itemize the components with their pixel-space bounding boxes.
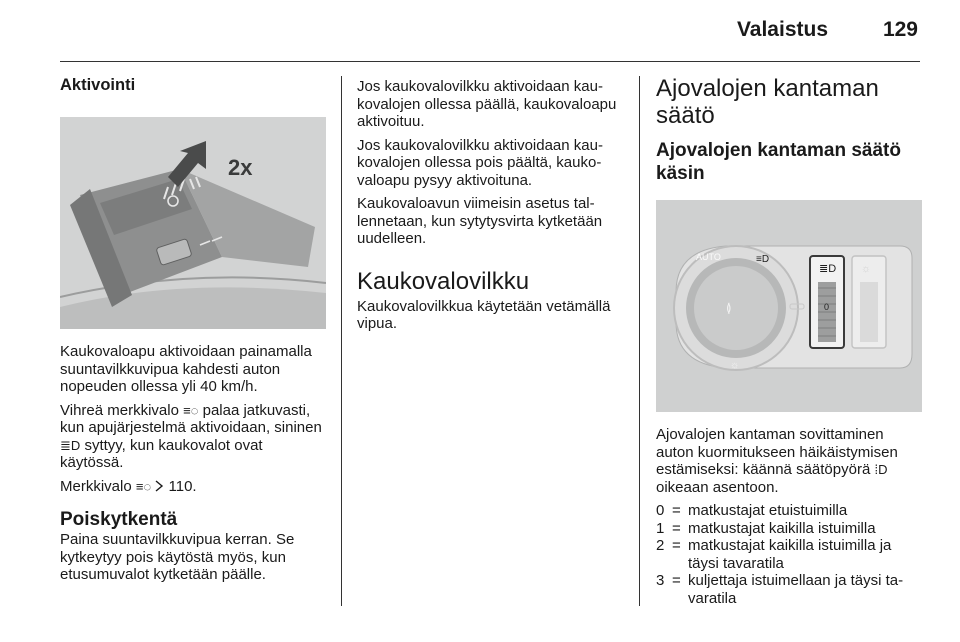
legend-text: matkustajat kaikilla istuimilla ja täysi tavaratila — [688, 537, 892, 572]
high-beam-assist-icon: ≡◌ — [183, 402, 199, 418]
column-2 — [357, 78, 623, 333]
header-rule — [60, 61, 920, 62]
equals-sign: = — [672, 537, 681, 554]
list-item — [656, 502, 922, 520]
paragraph — [60, 402, 328, 472]
paragraph: Paina suuntavilkkuvipua kerran. Se kytkeytyy pois käytöstä myös, kun etusumuvalot kytketään päälle. — [60, 531, 295, 583]
paragraph: Kaukovaloapu aktivoidaan painamalla suuntavilkkuvipua kahdesti auton nopeuden ollessa yli 40 km/h. — [60, 343, 312, 395]
column-divider — [639, 76, 640, 606]
paragraph: Jos kaukovalovilkku aktivoidaan kaukovalojen ollessa päällä, kaukovaloapu aktivoituu. — [357, 78, 617, 130]
section-title: Valaistus — [736, 18, 828, 41]
heading-ajovalojen-kantaman-saato: Ajovalojen kantaman säätö — [656, 75, 879, 129]
lever-illustration — [60, 117, 326, 329]
subheading-kasin: Ajovalojen kantaman säätö käsin — [656, 140, 901, 184]
paragraph — [60, 478, 328, 496]
legend-key: 3 — [656, 572, 665, 589]
page-reference-icon — [155, 480, 164, 492]
figure-label-2x: 2x — [228, 155, 253, 180]
figure-headlight-switch-panel — [656, 200, 922, 412]
legend-key: 0 — [656, 502, 665, 519]
page-header — [0, 0, 960, 62]
paragraph: Kaukovalovilkkua käytetään vetämällä vipua. — [357, 297, 611, 332]
text: palaa jatkuvasti, kun apujärjestelmä aktivoidaan, sininen — [60, 401, 322, 436]
svg-text:0: 0 — [824, 302, 830, 312]
heading-aktivointi: Aktivointi — [60, 76, 136, 94]
svg-text:≡D: ≡D — [756, 254, 770, 265]
legend-list — [656, 502, 922, 607]
high-beam-icon: ≣D — [60, 437, 81, 453]
subheading-poiskytkenta: Poiskytkentä — [60, 509, 178, 530]
svg-text:☼: ☼ — [861, 263, 872, 275]
text: syttyy, kun kaukovalot ovat käytössä. — [60, 436, 263, 471]
text: Vihreä merkkivalo — [60, 401, 179, 419]
legend-text: matkustajat etuistuimilla — [688, 502, 848, 519]
svg-text:≣D: ≣D — [819, 263, 837, 275]
text: Merkkivalo — [60, 477, 132, 495]
paragraph: Jos kaukovalovilkku aktivoidaan kaukovalojen ollessa pois päältä, kaukovaloapu pysyy aktivoituna. — [357, 136, 603, 189]
legend-text: matkustajat kaikilla istuimilla — [688, 519, 876, 537]
svg-text:☼: ☼ — [730, 360, 740, 371]
heading-kaukovalovilkku: Kaukovalovilkku — [357, 267, 530, 295]
column-3 — [656, 70, 922, 607]
auto-label: AUTO — [696, 252, 721, 262]
legend-key: 1 — [656, 519, 665, 537]
page-number: 129 — [882, 18, 918, 41]
list-item — [656, 537, 922, 572]
list-item — [656, 520, 922, 538]
equals-sign: = — [672, 519, 681, 537]
high-beam-assist-icon: ≡◌ — [135, 478, 152, 494]
equals-sign: = — [672, 502, 681, 519]
text: Ajovalojen kantaman sovittaminen auton kuormitukseen häikäistymisen estämiseksi: käännä säätöpyörä — [656, 426, 898, 478]
headlight-range-icon: ⁞D — [874, 462, 888, 477]
equals-sign: = — [672, 572, 681, 589]
legend-text: kuljettaja istuimellaan ja täysi tavaratila — [688, 572, 904, 607]
paragraph: Kaukovaloavun viimeisin asetus tallennetaan, kun sytytysvirta kytketään uudelleen. — [357, 195, 603, 247]
figure-turn-signal-lever — [60, 117, 326, 329]
switch-panel-illustration — [656, 200, 922, 412]
text: oikeaan asentoon. — [656, 478, 779, 496]
legend-key: 2 — [656, 537, 665, 554]
paragraph — [656, 426, 922, 496]
page-link[interactable]: 110. — [168, 477, 197, 495]
list-item — [656, 572, 922, 607]
svg-text:≬: ≬ — [726, 301, 732, 315]
column-divider — [341, 76, 342, 606]
column-1 — [60, 70, 328, 584]
